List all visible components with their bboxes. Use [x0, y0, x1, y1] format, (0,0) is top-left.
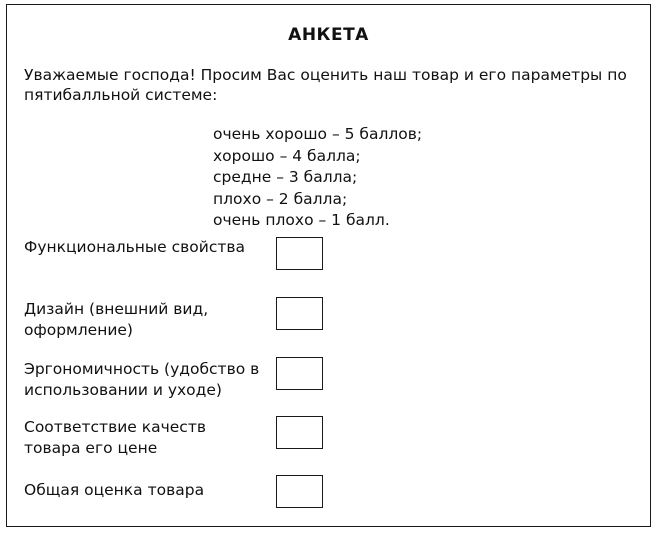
score-box-design[interactable] [276, 297, 323, 330]
questionnaire-frame [6, 4, 651, 527]
score-box-functional[interactable] [276, 237, 323, 270]
score-box-price-quality[interactable] [276, 416, 323, 449]
intro-text: Уважаемые господа! Просим Вас оценить наш товар и его параметры по пятибалльной системе: [24, 66, 627, 104]
scale-item-4: хорошо – 4 балла; [213, 146, 361, 165]
criterion-label-design: Дизайн (внешний вид, оформление) [24, 300, 209, 339]
scale-item-1: очень плохо – 1 балл. [213, 211, 390, 229]
scale-item-3: средне – 3 балла; [213, 168, 358, 186]
form-title: АНКЕТА [288, 25, 369, 45]
scale-item-5: очень хорошо – 5 баллов; [213, 125, 423, 143]
score-box-ergonomics[interactable] [276, 357, 323, 390]
score-box-overall[interactable] [276, 475, 323, 508]
criterion-label-functional: Функциональные свойства [24, 238, 246, 256]
scale-item-2: плохо – 2 балла; [213, 189, 348, 208]
criterion-label-price-quality: Соответствие качеств товара его цене [24, 418, 206, 457]
criterion-label-ergonomics: Эргономичность (удобство в использовании и уходе) [24, 360, 260, 399]
criterion-label-overall: Общая оценка товара [24, 481, 205, 499]
rating-scale [213, 124, 422, 232]
